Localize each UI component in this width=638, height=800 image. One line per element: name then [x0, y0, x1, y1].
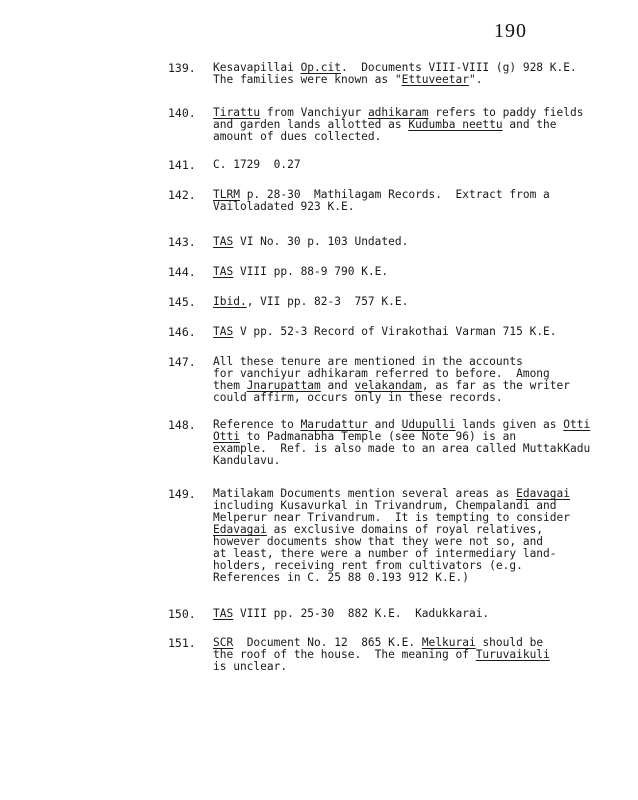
text-segment: Melperur near Trivandrum. It is tempting to consider: [213, 511, 570, 524]
footnote-line: [213, 326, 623, 338]
text-segment: them: [213, 379, 247, 392]
footnote-number: 150.: [168, 607, 196, 621]
underlined-term: Marudattur: [300, 418, 368, 431]
text-segment: should be: [475, 636, 544, 649]
footnote-number: 144.: [168, 265, 196, 279]
text-segment: Vailoladated 923 K.E.: [213, 200, 355, 213]
footnote-number: 141.: [168, 158, 196, 172]
footnote-text: [213, 608, 623, 620]
footnote-number: 151.: [168, 636, 196, 650]
footnote-number: 143.: [168, 235, 196, 249]
text-segment: the roof of the house. The meaning of: [213, 648, 476, 661]
underlined-term: Op.cit: [300, 61, 341, 74]
footnote-line: [213, 74, 623, 86]
underlined-term: Turuvaikuli: [475, 648, 550, 661]
footnote-text: [213, 326, 623, 338]
underlined-term: Tirattu: [213, 106, 261, 119]
underlined-term: velakandam: [354, 379, 422, 392]
text-segment: however documents show that they were not so, and: [213, 535, 544, 548]
text-segment: p. 28-30 Mathilagam Records. Extract from a: [239, 188, 550, 201]
underlined-term: adhikaram: [367, 106, 429, 119]
underlined-term: Otti: [563, 418, 591, 431]
footnote-text: [213, 637, 623, 673]
footnote-number: 139.: [168, 61, 196, 75]
text-segment: for vanchiyur adhikaram referred to before. Among: [213, 367, 550, 380]
underlined-term: Kudumba neettu: [408, 118, 503, 131]
text-segment: as exclusive domains of royal relatives,: [266, 523, 544, 536]
text-segment: Kandulavu.: [213, 454, 281, 467]
text-segment: is unclear.: [213, 660, 288, 673]
text-segment: Kesavapillai: [213, 61, 301, 74]
text-segment: References in C. 25 88 0.193 912 K.E.): [213, 571, 469, 584]
footnote-line: [213, 661, 623, 673]
footnote-text: [213, 62, 623, 86]
text-segment: and garden lands allotted as: [213, 118, 409, 131]
page-number: 190: [494, 20, 527, 42]
footnote-line: [213, 236, 623, 248]
underlined-term: Edavagai: [213, 523, 267, 536]
text-segment: Matilakam Documents mention several areas as: [213, 487, 517, 500]
footnote-number: 145.: [168, 295, 196, 309]
footnote-number: 148.: [168, 418, 196, 432]
footnote-line: [213, 201, 623, 213]
underlined-term: TAS: [213, 607, 234, 620]
footnote-line: [213, 572, 623, 584]
text-segment: to Padmanabha Temple (see Note 96) is an: [239, 430, 517, 443]
footnote-text: [213, 419, 623, 467]
underlined-term: TAS: [213, 325, 234, 338]
footnote-number: 149.: [168, 487, 196, 501]
text-segment: lands given as: [455, 418, 564, 431]
underlined-term: SCR: [213, 636, 234, 649]
footnote-line: [213, 608, 623, 620]
footnote-text: [213, 189, 623, 213]
footnote-line: [213, 392, 623, 404]
text-segment: from Vanchiyur: [260, 106, 368, 119]
underlined-term: Melkurai: [421, 636, 476, 649]
text-segment: VIII pp. 25-30 882 K.E. Kadukkarai.: [233, 607, 490, 620]
text-segment: including Kusavurkal in Trivandrum, Chempalandi and: [213, 499, 557, 512]
footnote-text: [213, 356, 623, 404]
footnote-text: [213, 236, 623, 248]
text-segment: , VII pp. 82-3 757 K.E.: [246, 295, 409, 308]
footnote-text: [213, 107, 623, 143]
underlined-term: TAS: [213, 265, 234, 278]
footnote-number: 147.: [168, 355, 196, 369]
underlined-term: Edavagai: [516, 487, 570, 500]
underlined-term: Jnarupattam: [246, 379, 321, 392]
underlined-term: TLRM: [213, 188, 240, 201]
footnote-text: [213, 159, 623, 171]
text-segment: All these tenure are mentioned in the accounts: [213, 355, 523, 368]
footnote-line: [213, 296, 623, 308]
footnote-line: [213, 455, 623, 467]
text-segment: VIII pp. 88-9 790 K.E.: [233, 265, 389, 278]
text-segment: V pp. 52-3 Record of Virakothai Varman 715 K.E.: [233, 325, 557, 338]
text-segment: C. 1729 0.27: [213, 158, 301, 171]
footnote-number: 142.: [168, 188, 196, 202]
footnote-line: [213, 266, 623, 278]
text-segment: Reference to: [213, 418, 301, 431]
text-segment: and: [320, 379, 355, 392]
footnote-number: 146.: [168, 325, 196, 339]
underlined-term: Otti: [213, 430, 240, 443]
underlined-term: Udupulli: [401, 418, 456, 431]
footnote-line: [213, 131, 623, 143]
underlined-term: Ibid.: [213, 295, 247, 308]
text-segment: and: [367, 418, 402, 431]
footnote-number: 140.: [168, 106, 196, 120]
footnote-text: [213, 488, 623, 584]
text-segment: refers to paddy fields: [428, 106, 584, 119]
text-segment: , as far as the writer: [421, 379, 571, 392]
text-segment: The families were known as ": [213, 73, 402, 86]
text-segment: example. Ref. is also made to an area called MuttakKadu: [213, 442, 591, 455]
footnote-text: [213, 296, 623, 308]
underlined-term: Ettuveetar: [401, 73, 469, 86]
text-segment: . Documents VIII-VIII (g) 928 K.E.: [340, 61, 577, 74]
footnote-text: [213, 266, 623, 278]
text-segment: VI No. 30 p. 103 Undated.: [233, 235, 409, 248]
text-segment: holders, receiving rent from cultivators (e.g.: [213, 559, 523, 572]
text-segment: Document No. 12 865 K.E.: [233, 636, 422, 649]
underlined-term: TAS: [213, 235, 234, 248]
text-segment: ".: [468, 73, 483, 86]
text-segment: at least, there were a number of intermediary land-: [213, 547, 557, 560]
text-segment: and the: [502, 118, 557, 131]
text-segment: amount of dues collected.: [213, 130, 382, 143]
footnote-line: [213, 159, 623, 171]
text-segment: could affirm, occurs only in these records.: [213, 391, 503, 404]
